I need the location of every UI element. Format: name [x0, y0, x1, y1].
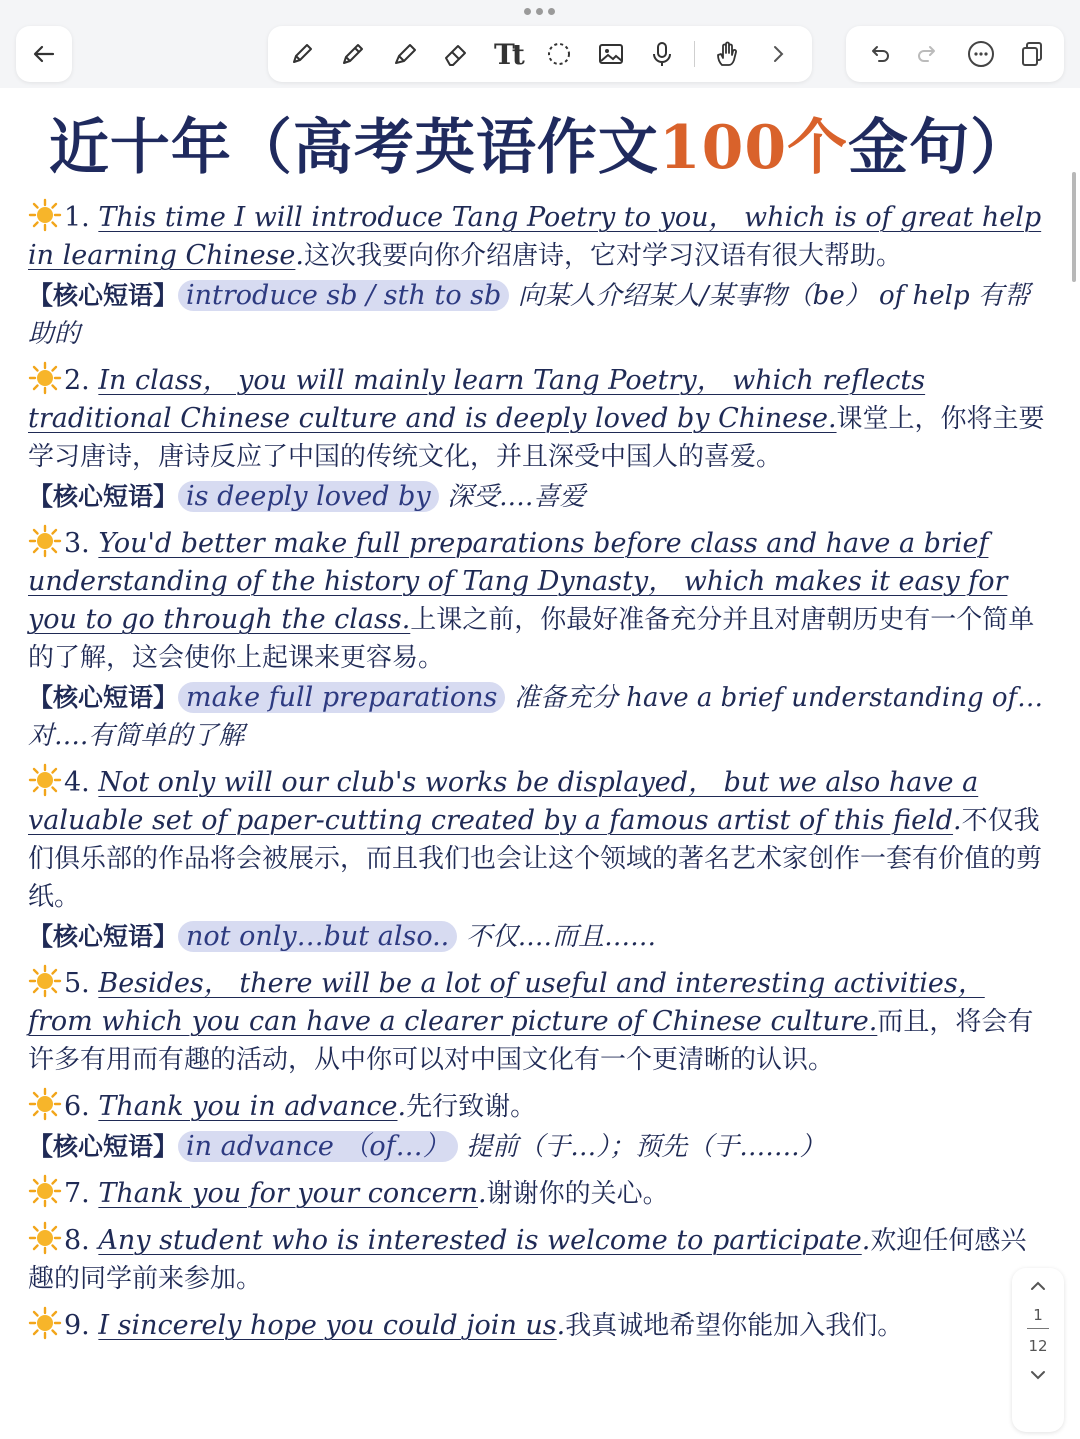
sentence-end: . [953, 805, 962, 836]
chinese-translation: 课堂上，你将主要学习唐诗，唐诗反应了中国的传统文化，并且深受中国人的喜爱。 [28, 404, 1045, 472]
english-sentence: Thank you for your concern [98, 1178, 478, 1209]
toolbar-divider [694, 41, 695, 67]
sun-icon [28, 361, 62, 395]
page-divider [1027, 1328, 1049, 1329]
arrow-left-icon [29, 39, 59, 69]
sentence-item [28, 1221, 1052, 1298]
pen-icon [287, 39, 317, 69]
key-phrase-label: 【核心短语】 [28, 922, 179, 951]
sentence-line [28, 524, 1052, 677]
sun-icon [28, 763, 62, 797]
english-sentence: I sincerely hope you could join us [98, 1310, 557, 1341]
sentence-line [28, 1221, 1052, 1298]
sentence-line [28, 1087, 1052, 1126]
back-button[interactable] [24, 34, 64, 74]
sun-icon [28, 198, 62, 232]
chinese-translation: 而且，将会有许多有用而有趣的活动，从中你可以对中国文化有一个更清晰的认识。 [28, 1007, 1034, 1075]
key-phrase-highlight: not only…but also.. [178, 921, 457, 952]
sentence-item [28, 1087, 1052, 1166]
sentence-line [28, 1306, 1052, 1345]
pencil-tool-button[interactable] [333, 34, 373, 74]
key-phrase-line [28, 1128, 1052, 1166]
lasso-icon [544, 39, 574, 69]
sun-icon [28, 1087, 62, 1121]
page-navigator [1012, 1268, 1064, 1432]
key-phrase-line [28, 679, 1052, 755]
next-page-button[interactable] [1012, 1357, 1064, 1393]
pen-tool-button[interactable] [282, 34, 322, 74]
sun-icon [28, 964, 62, 998]
chinese-translation: 上课之前，你最好准备充分并且对唐朝历史有一个简单的了解，这会使你上起课来更容易。 [28, 605, 1035, 673]
pages-button[interactable] [1012, 34, 1052, 74]
back-toolbar [16, 26, 72, 82]
sentence-item [28, 964, 1052, 1079]
highlighter-tool-button[interactable] [385, 34, 425, 74]
sentence-number: 1. [64, 202, 90, 233]
prev-page-button[interactable] [1012, 1268, 1064, 1304]
sentence-number: 3. [64, 528, 90, 559]
microphone-tool-button[interactable] [642, 34, 682, 74]
sentence-end: . [556, 1310, 566, 1341]
chinese-translation: 这次我要向你介绍唐诗，它对学习汉语有很大帮助。 [303, 241, 902, 271]
current-page: 1 [1033, 1306, 1043, 1324]
sentence-number: 6. [64, 1091, 90, 1122]
hand-draw-icon [712, 39, 742, 69]
english-sentence: Any student who is interested is welcome to participate [98, 1225, 862, 1256]
chinese-translation: 欢迎任何感兴趣的同学前来参加。 [28, 1226, 1027, 1294]
sentence-number: 8. [64, 1225, 90, 1256]
sentence-item [28, 524, 1052, 755]
note-page[interactable] [0, 88, 1080, 1439]
actions-toolbar [846, 26, 1064, 82]
highlighter-icon [390, 39, 420, 69]
key-phrase-highlight: introduce sb / sth to sb [178, 280, 509, 311]
key-phrase-line [28, 478, 1052, 516]
sentence-number: 2. [64, 365, 90, 396]
key-phrase-meaning: 不仅.…而且…… [465, 922, 657, 952]
sentence-end: . [397, 1091, 407, 1122]
key-phrase-label: 【核心短语】 [28, 482, 179, 511]
image-icon [596, 39, 626, 69]
sentence-number: 9. [64, 1310, 90, 1341]
sentence-line [28, 198, 1052, 275]
eraser-tool-button[interactable] [436, 34, 476, 74]
text-tool-icon: Tt [494, 37, 522, 71]
redo-icon [914, 39, 944, 69]
key-phrase-meaning: 向某人介绍某人/某事物（be） of help 有帮助的 [28, 281, 1030, 349]
sentence-number: 4. [64, 767, 90, 798]
sentence-number: 7. [64, 1178, 90, 1209]
chinese-translation: 我真诚地希望你能加入我们。 [565, 1311, 904, 1341]
sentence-end: . [861, 1225, 871, 1256]
key-phrase-highlight: make full preparations [178, 682, 505, 713]
undo-icon [863, 39, 893, 69]
sentence-end: . [295, 240, 304, 271]
key-phrase-meaning: 深受.…喜爱 [447, 482, 586, 512]
sentence-line [28, 361, 1052, 476]
key-phrase-meaning: 准备充分 have a brief understanding of… 对….有简单的了解 [28, 683, 1044, 751]
sentence-item [28, 763, 1052, 956]
redo-button[interactable] [909, 34, 949, 74]
key-phrase-highlight: in advance （of…） [178, 1131, 458, 1162]
pages-icon [1017, 39, 1047, 69]
sentence-list [28, 198, 1052, 1353]
title-part2: 金句） [848, 113, 1032, 183]
chinese-translation: 不仅我们俱乐部的作品将会被展示，而且我们也会让这个领域的著名艺术家创作一套有价值的剪纸。 [28, 806, 1043, 912]
lasso-tool-button[interactable] [539, 34, 579, 74]
key-phrase-label: 【核心短语】 [28, 683, 179, 712]
key-phrase-line [28, 277, 1052, 353]
image-tool-button[interactable] [591, 34, 631, 74]
pencil-icon [338, 39, 368, 69]
chevron-down-icon [1027, 1364, 1049, 1386]
sentence-line [28, 1174, 1052, 1213]
sun-icon [28, 1221, 62, 1255]
scrollbar[interactable] [1072, 172, 1076, 282]
text-tool-button[interactable] [488, 34, 528, 74]
drawing-toolbar [268, 26, 812, 82]
sentence-item [28, 361, 1052, 516]
eraser-icon [441, 39, 471, 69]
key-phrase-label: 【核心短语】 [28, 281, 179, 310]
key-phrase-highlight: is deeply loved by [178, 481, 439, 512]
total-pages: 12 [1028, 1337, 1048, 1355]
english-sentence: This time I will introduce Tang Poetry to you， which is of great help in learning Chinese [28, 202, 1042, 271]
drag-handle[interactable] [524, 8, 555, 15]
sentence-number: 5. [64, 968, 90, 999]
sentence-item [28, 1174, 1052, 1213]
title-part1: 近十年（高考英语作文 [48, 113, 659, 183]
undo-button[interactable] [858, 34, 898, 74]
key-phrase-label: 【核心短语】 [28, 1132, 179, 1161]
sun-icon [28, 1306, 62, 1340]
key-phrase-meaning: 提前（于…）；预先（于…….） [466, 1132, 826, 1162]
microphone-icon [647, 39, 677, 69]
chinese-translation: 先行致谢。 [406, 1092, 537, 1122]
english-sentence: In class， you will mainly learn Tang Poetry， which reflects traditional Chinese culture and is deeply loved by Chinese. [28, 365, 926, 434]
english-sentence: Thank you in advance [98, 1091, 398, 1122]
more-icon [966, 39, 996, 69]
english-sentence: You'd better make full preparations before class and have a brief understanding of the history of Tang Dynasty， which makes it easy for you to go through the class. [28, 528, 1008, 635]
page-title [0, 100, 1080, 186]
key-phrase-line [28, 918, 1052, 956]
sun-icon [28, 524, 62, 558]
chevron-up-icon [1027, 1275, 1049, 1297]
sentence-line [28, 763, 1052, 916]
english-sentence: Besides， there will be a lot of useful and interesting activities， from which you can have a clearer picture of Chinese culture. [28, 968, 985, 1037]
sentence-end: . [477, 1178, 487, 1209]
english-sentence: Not only will our club's works be displayed， but we also have a valuable set of paper-cutting created by a famous artist of this field [28, 767, 979, 836]
hand-draw-tool-button[interactable] [707, 34, 747, 74]
sentence-item [28, 198, 1052, 353]
chevron-right-icon [763, 39, 793, 69]
title-highlight: 100个 [658, 113, 849, 183]
sentence-item [28, 1306, 1052, 1345]
sun-icon [28, 1174, 62, 1208]
more-tools-button[interactable] [758, 34, 798, 74]
sentence-line [28, 964, 1052, 1079]
chinese-translation: 谢谢你的关心。 [486, 1179, 669, 1209]
more-options-button[interactable] [961, 34, 1001, 74]
